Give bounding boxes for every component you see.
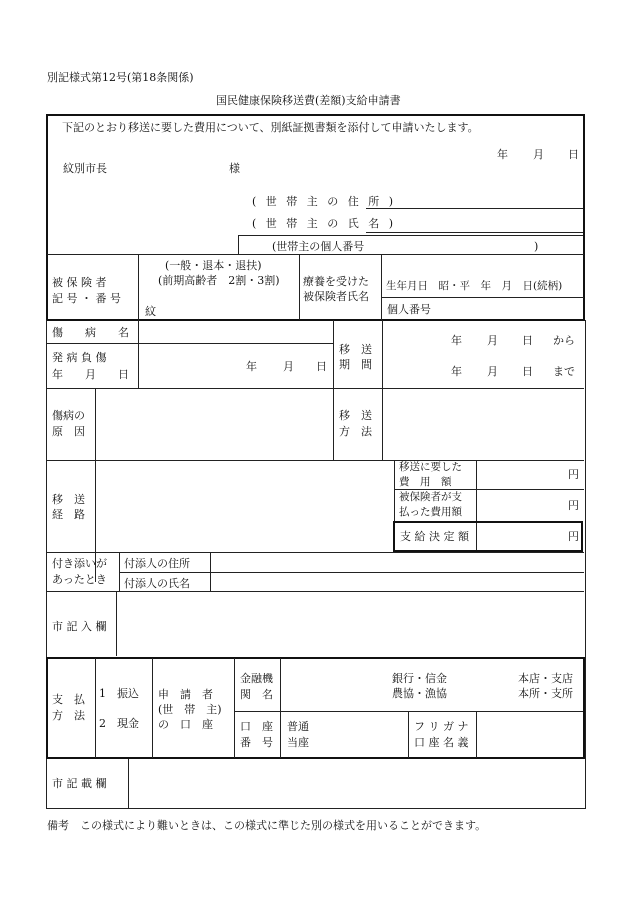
method-divider <box>382 388 383 460</box>
insured-divider-3 <box>381 254 382 320</box>
householder-name-line <box>366 232 583 233</box>
householder-address-line <box>366 208 583 209</box>
onset-day: 日 <box>316 360 327 373</box>
institution-label-2: 関 名 <box>240 688 273 701</box>
attendant-mid <box>119 572 584 573</box>
period-label-2: 期 間 <box>339 358 372 371</box>
account-type-2: 当座 <box>287 736 309 749</box>
attendant-address-label: 付添人の住所 <box>124 557 190 570</box>
bank-types-1: 銀行・信金 <box>392 672 447 685</box>
attendant-name-label: 付添人の氏名 <box>124 577 190 590</box>
decision-yen: 円 <box>568 530 579 543</box>
personal-number-label: 個人番号 <box>387 303 431 316</box>
householder-number-label: (世帯主の個人番号 <box>272 240 365 253</box>
onset-year: 年 <box>246 360 257 373</box>
branch-types-2: 本所・支所 <box>518 687 573 700</box>
insured-divider-2 <box>299 254 300 320</box>
bank-types-2: 農協・漁協 <box>392 687 447 700</box>
from-year: 年 <box>451 334 462 347</box>
attendant-label-1: 付き添いが <box>52 557 107 570</box>
date-day-label: 日 <box>568 148 579 161</box>
payment-divider-6 <box>476 711 477 758</box>
to-month: 月 <box>487 365 498 378</box>
insured-row-top <box>47 254 584 255</box>
insured-mon: 紋 <box>145 305 156 318</box>
cause-label-1: 傷病の <box>52 409 85 422</box>
route-row-bottom <box>47 552 584 553</box>
onset-row-bottom <box>47 388 584 389</box>
from-month: 月 <box>487 334 498 347</box>
period-label-1: 移 送 <box>339 343 372 356</box>
to-label: まで <box>553 365 575 378</box>
payment-divider-3 <box>234 658 235 758</box>
householder-address-label: ( 世 帯 主 の 住 所 ) <box>252 195 397 208</box>
footer-note: 備考 この様式により難いときは、この様式に準じた別の様式を用いることができます。 <box>47 819 487 832</box>
onset-label-2: 年 月 日 <box>52 368 129 381</box>
application-statement: 下記のとおり移送に要した費用について、別紙証拠書類を添付して申請いたします。 <box>62 121 479 134</box>
illness-name-label: 傷 病 名 <box>52 326 129 339</box>
birthdate-label: 生年月日 昭・平 年 月 日(続柄) <box>386 280 563 292</box>
illness-divider-2 <box>333 320 334 460</box>
account-label-1: 申 請 者 <box>158 688 213 701</box>
cost-row-bottom <box>394 489 584 490</box>
patient-label-2: 被保険者氏名 <box>303 290 369 303</box>
illness-divider-1 <box>138 320 139 388</box>
paid-yen: 円 <box>568 499 579 512</box>
date-year-label: 年 <box>497 148 508 161</box>
cost-label-2: 費 用 額 <box>399 476 452 488</box>
attendant-label-2: あったとき <box>52 573 107 586</box>
payment-option-1: 1 振込 <box>99 687 139 700</box>
city-entry-label: 市 記 入 欄 <box>52 620 107 633</box>
cause-label-2: 原 因 <box>52 425 85 438</box>
paid-label-1: 被保険者が支 <box>399 491 462 503</box>
insured-label-1: 被 保 険 者 <box>52 276 107 289</box>
account-label-3: の 口 座 <box>158 718 213 731</box>
cost-label-1: 移送に要した <box>399 461 462 473</box>
decision-label: 支 給 決 定 額 <box>400 530 469 543</box>
holder-label-1: フ リ ガ ナ <box>414 720 469 733</box>
holder-label-2: 口 座 名 義 <box>414 736 469 749</box>
insured-category-1: (一般・退本・退扶) <box>165 259 262 272</box>
payment-label-1: 支 払 <box>52 693 85 706</box>
account-label-2: (世 帯 主) <box>158 703 222 716</box>
route-label-2: 経 路 <box>52 508 85 521</box>
from-label: から <box>553 334 575 347</box>
paid-label-2: 払った費用額 <box>399 506 462 518</box>
payment-divider-5 <box>408 711 409 758</box>
account-number-label-2: 番 号 <box>240 736 273 749</box>
patient-label-1: 療養を受けた <box>303 275 369 288</box>
addressee: 紋別市長 <box>63 162 107 175</box>
method-label-1: 移 送 <box>339 409 372 422</box>
householder-number-close: ) <box>534 240 539 253</box>
method-label-2: 方 法 <box>339 425 372 438</box>
account-type-1: 普通 <box>287 720 309 733</box>
payment-divider-4 <box>280 658 281 758</box>
to-day: 日 <box>522 365 533 378</box>
form-title: 国民健康保険移送費(差額)支給申請書 <box>216 94 401 107</box>
insured-label-2: 記 号 ・ 番 号 <box>52 292 121 305</box>
branch-types-1: 本店・支店 <box>518 672 573 685</box>
city-entry-divider <box>116 591 117 656</box>
to-year: 年 <box>451 365 462 378</box>
payment-frame <box>46 657 585 759</box>
period-divider <box>382 320 383 388</box>
form-number: 別記様式第12号(第18条関係) <box>47 71 194 84</box>
route-label-1: 移 送 <box>52 493 85 506</box>
insured-divider-1 <box>138 254 139 320</box>
householder-number-top <box>238 235 583 236</box>
payment-label-2: 方 法 <box>52 709 85 722</box>
from-day: 日 <box>522 334 533 347</box>
payment-option-2: 2 現金 <box>99 717 139 730</box>
city-record-divider <box>128 759 129 808</box>
honorific: 様 <box>229 162 240 175</box>
institution-label-1: 金融機 <box>240 672 273 685</box>
onset-month: 月 <box>283 360 294 373</box>
date-month-label: 月 <box>533 148 544 161</box>
payment-divider-2 <box>152 658 153 758</box>
cost-yen: 円 <box>568 468 579 481</box>
city-record-label: 市 記 載 欄 <box>52 777 107 790</box>
personal-number-top <box>381 297 584 298</box>
payment-divider-1 <box>95 658 96 758</box>
attendant-row-bottom <box>47 591 584 592</box>
account-number-label-1: 口 座 <box>240 720 273 733</box>
illness-name-bottom <box>47 343 333 344</box>
householder-number-left <box>238 235 239 254</box>
householder-name-label: ( 世 帯 主 の 氏 名 ) <box>252 217 397 230</box>
cause-row-bottom <box>47 460 584 461</box>
insured-category-2: (前期高齢者 2割・3割) <box>158 274 280 287</box>
onset-label-1: 発 病 負 傷 <box>52 351 107 364</box>
